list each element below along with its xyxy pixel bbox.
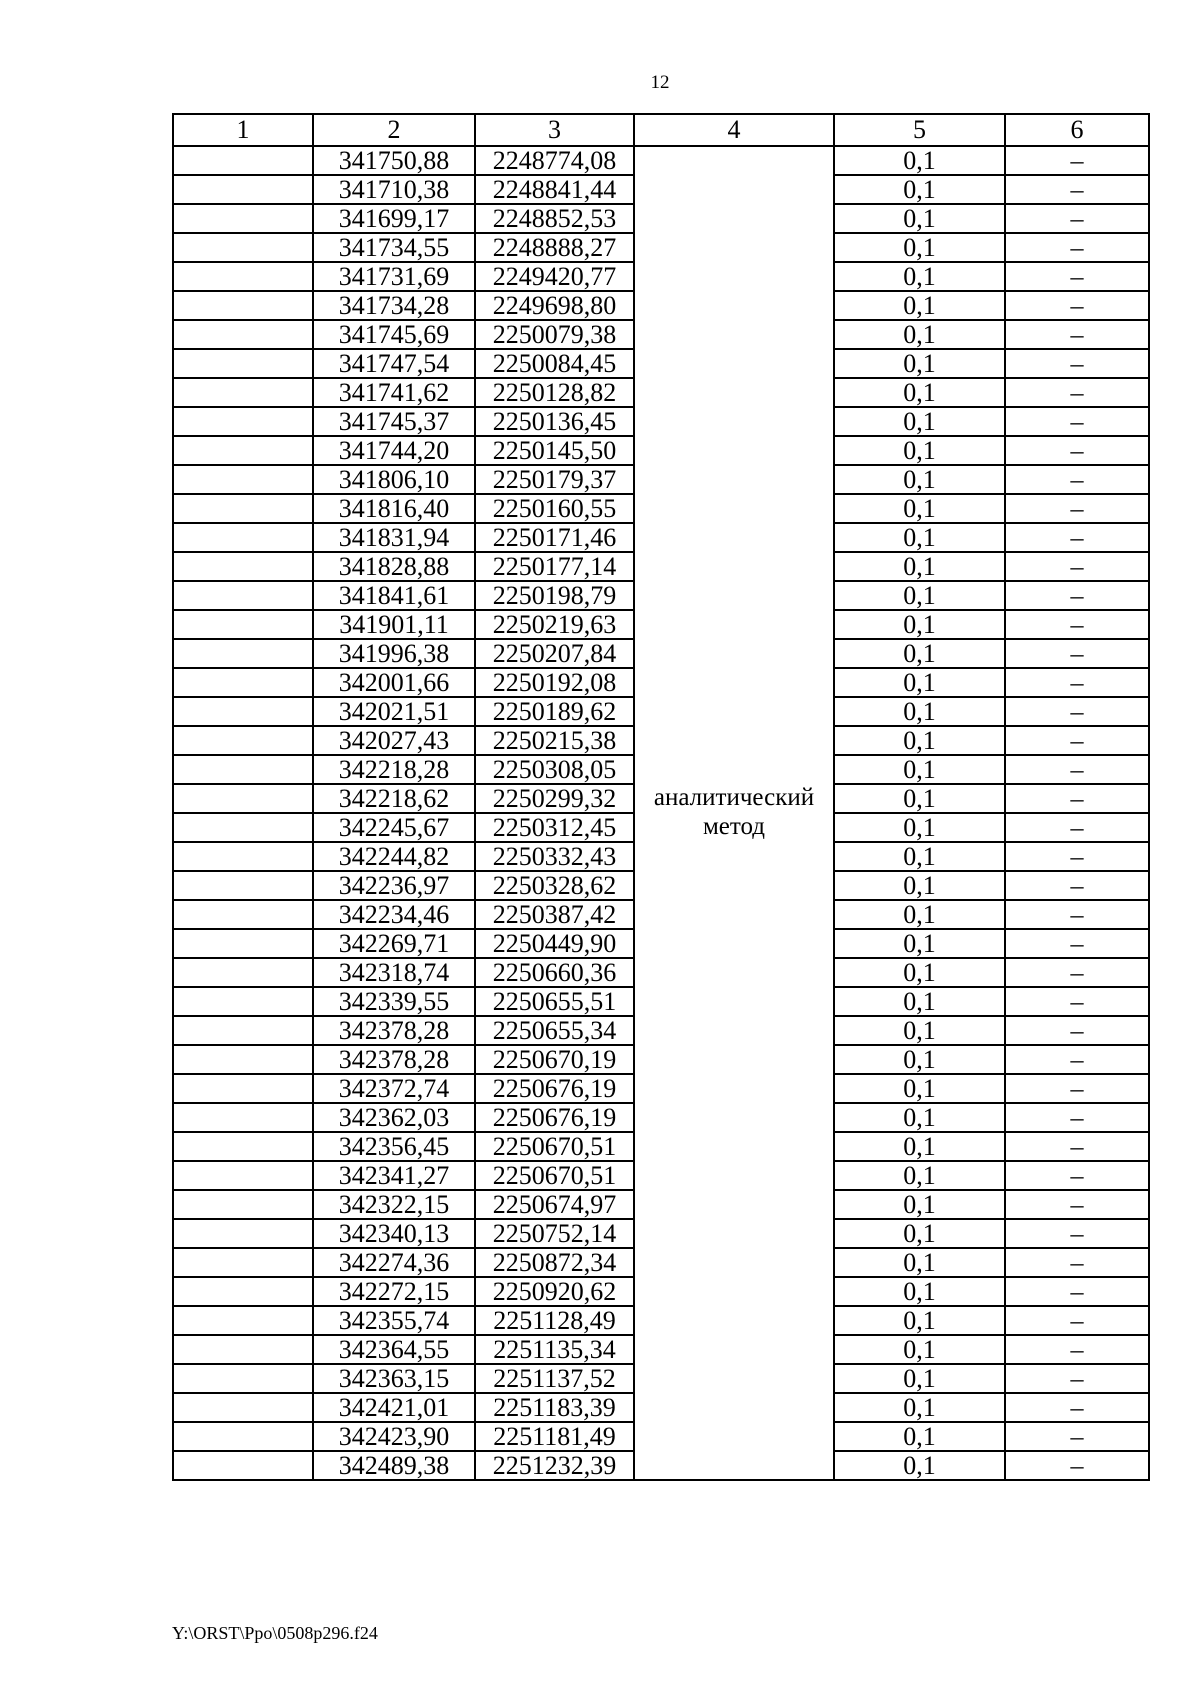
cell-x-coordinate: 341996,38 (313, 639, 475, 668)
cell-col-1 (173, 320, 313, 349)
cell-x-coordinate: 342322,15 (313, 1190, 475, 1219)
cell-y-coordinate: 2248888,27 (475, 233, 634, 262)
cell-col-6: – (1005, 465, 1149, 494)
cell-col-1 (173, 1103, 313, 1132)
cell-accuracy: 0,1 (834, 1161, 1005, 1190)
cell-col-6: – (1005, 1190, 1149, 1219)
cell-col-1 (173, 523, 313, 552)
cell-col-6: – (1005, 958, 1149, 987)
cell-x-coordinate: 341734,55 (313, 233, 475, 262)
cell-col-1 (173, 784, 313, 813)
cell-col-1 (173, 1422, 313, 1451)
cell-x-coordinate: 342339,55 (313, 987, 475, 1016)
cell-y-coordinate: 2250676,19 (475, 1103, 634, 1132)
cell-col-1 (173, 900, 313, 929)
cell-x-coordinate: 341734,28 (313, 291, 475, 320)
cell-col-6: – (1005, 407, 1149, 436)
cell-col-1 (173, 1335, 313, 1364)
cell-y-coordinate: 2250387,42 (475, 900, 634, 929)
cell-y-coordinate: 2248841,44 (475, 175, 634, 204)
cell-col-6: – (1005, 1161, 1149, 1190)
method-cell (634, 146, 834, 1480)
cell-accuracy: 0,1 (834, 465, 1005, 494)
cell-y-coordinate: 2250215,38 (475, 726, 634, 755)
cell-col-1 (173, 436, 313, 465)
cell-x-coordinate: 342001,66 (313, 668, 475, 697)
cell-accuracy: 0,1 (834, 958, 1005, 987)
cell-col-6: – (1005, 1393, 1149, 1422)
cell-x-coordinate: 342378,28 (313, 1016, 475, 1045)
cell-col-1 (173, 755, 313, 784)
cell-x-coordinate: 342218,28 (313, 755, 475, 784)
cell-x-coordinate: 341745,69 (313, 320, 475, 349)
cell-col-1 (173, 697, 313, 726)
cell-x-coordinate: 342234,46 (313, 900, 475, 929)
header-col-1: 1 (173, 114, 313, 146)
cell-accuracy: 0,1 (834, 871, 1005, 900)
cell-y-coordinate: 2250189,62 (475, 697, 634, 726)
table-row (173, 146, 1149, 175)
cell-y-coordinate: 2250872,34 (475, 1248, 634, 1277)
cell-col-6: – (1005, 233, 1149, 262)
cell-y-coordinate: 2250655,51 (475, 987, 634, 1016)
cell-x-coordinate: 342318,74 (313, 958, 475, 987)
cell-accuracy: 0,1 (834, 1248, 1005, 1277)
header-col-3: 3 (475, 114, 634, 146)
cell-x-coordinate: 341710,38 (313, 175, 475, 204)
cell-y-coordinate: 2250670,51 (475, 1161, 634, 1190)
cell-col-1 (173, 1074, 313, 1103)
cell-y-coordinate: 2251181,49 (475, 1422, 634, 1451)
cell-col-1 (173, 1132, 313, 1161)
cell-col-1 (173, 1219, 313, 1248)
cell-col-1 (173, 1045, 313, 1074)
cell-x-coordinate: 341747,54 (313, 349, 475, 378)
cell-accuracy: 0,1 (834, 349, 1005, 378)
cell-accuracy: 0,1 (834, 1219, 1005, 1248)
cell-x-coordinate: 341831,94 (313, 523, 475, 552)
cell-col-1 (173, 1190, 313, 1219)
cell-y-coordinate: 2250207,84 (475, 639, 634, 668)
cell-col-1 (173, 1248, 313, 1277)
cell-accuracy: 0,1 (834, 494, 1005, 523)
cell-col-1 (173, 349, 313, 378)
cell-y-coordinate: 2250752,14 (475, 1219, 634, 1248)
cell-y-coordinate: 2250198,79 (475, 581, 634, 610)
cell-x-coordinate: 342356,45 (313, 1132, 475, 1161)
cell-col-6: – (1005, 784, 1149, 813)
cell-col-6: – (1005, 1219, 1149, 1248)
cell-x-coordinate: 342362,03 (313, 1103, 475, 1132)
cell-accuracy: 0,1 (834, 175, 1005, 204)
cell-accuracy: 0,1 (834, 378, 1005, 407)
method-text-line: аналитический (653, 784, 815, 812)
cell-accuracy: 0,1 (834, 436, 1005, 465)
cell-col-6: – (1005, 436, 1149, 465)
header-col-6: 6 (1005, 114, 1149, 146)
cell-col-1 (173, 726, 313, 755)
cell-x-coordinate: 342236,97 (313, 871, 475, 900)
cell-col-6: – (1005, 523, 1149, 552)
cell-x-coordinate: 341901,11 (313, 610, 475, 639)
cell-col-6: – (1005, 1306, 1149, 1335)
cell-y-coordinate: 2250171,46 (475, 523, 634, 552)
cell-x-coordinate: 341744,20 (313, 436, 475, 465)
cell-y-coordinate: 2251137,52 (475, 1364, 634, 1393)
cell-y-coordinate: 2250660,36 (475, 958, 634, 987)
cell-x-coordinate: 341828,88 (313, 552, 475, 581)
cell-col-6: – (1005, 697, 1149, 726)
cell-col-1 (173, 1016, 313, 1045)
cell-x-coordinate: 341816,40 (313, 494, 475, 523)
header-col-5: 5 (834, 114, 1005, 146)
cell-col-1 (173, 291, 313, 320)
cell-x-coordinate: 342489,38 (313, 1451, 475, 1480)
cell-col-6: – (1005, 146, 1149, 175)
cell-x-coordinate: 342355,74 (313, 1306, 475, 1335)
cell-y-coordinate: 2250160,55 (475, 494, 634, 523)
cell-col-1 (173, 1306, 313, 1335)
cell-y-coordinate: 2250920,62 (475, 1277, 634, 1306)
cell-col-6: – (1005, 900, 1149, 929)
cell-col-6: – (1005, 349, 1149, 378)
cell-col-6: – (1005, 1045, 1149, 1074)
cell-y-coordinate: 2250676,19 (475, 1074, 634, 1103)
header-col-4: 4 (634, 114, 834, 146)
cell-col-6: – (1005, 842, 1149, 871)
cell-col-6: – (1005, 668, 1149, 697)
cell-col-6: – (1005, 262, 1149, 291)
table-header-row (173, 114, 1149, 146)
cell-col-1 (173, 1364, 313, 1393)
cell-col-6: – (1005, 1364, 1149, 1393)
cell-y-coordinate: 2250655,34 (475, 1016, 634, 1045)
cell-col-6: – (1005, 552, 1149, 581)
cell-accuracy: 0,1 (834, 1190, 1005, 1219)
cell-accuracy: 0,1 (834, 320, 1005, 349)
cell-accuracy: 0,1 (834, 1422, 1005, 1451)
cell-accuracy: 0,1 (834, 668, 1005, 697)
cell-y-coordinate: 2250128,82 (475, 378, 634, 407)
cell-accuracy: 0,1 (834, 523, 1005, 552)
cell-accuracy: 0,1 (834, 1074, 1005, 1103)
cell-col-1 (173, 233, 313, 262)
cell-accuracy: 0,1 (834, 1016, 1005, 1045)
cell-col-6: – (1005, 1248, 1149, 1277)
cell-accuracy: 0,1 (834, 1306, 1005, 1335)
cell-accuracy: 0,1 (834, 1335, 1005, 1364)
cell-col-6: – (1005, 320, 1149, 349)
cell-y-coordinate: 2250299,32 (475, 784, 634, 813)
cell-col-6: – (1005, 871, 1149, 900)
cell-col-6: – (1005, 1451, 1149, 1480)
cell-accuracy: 0,1 (834, 755, 1005, 784)
cell-col-1 (173, 987, 313, 1016)
cell-y-coordinate: 2251232,39 (475, 1451, 634, 1480)
cell-y-coordinate: 2250145,50 (475, 436, 634, 465)
table-body (173, 146, 1149, 1480)
cell-col-1 (173, 871, 313, 900)
cell-accuracy: 0,1 (834, 552, 1005, 581)
cell-accuracy: 0,1 (834, 726, 1005, 755)
cell-col-1 (173, 813, 313, 842)
cell-x-coordinate: 342272,15 (313, 1277, 475, 1306)
cell-col-6: – (1005, 1016, 1149, 1045)
cell-col-1 (173, 929, 313, 958)
cell-x-coordinate: 341750,88 (313, 146, 475, 175)
cell-col-6: – (1005, 204, 1149, 233)
cell-x-coordinate: 342341,27 (313, 1161, 475, 1190)
cell-y-coordinate: 2250670,51 (475, 1132, 634, 1161)
cell-col-1 (173, 958, 313, 987)
cell-x-coordinate: 342364,55 (313, 1335, 475, 1364)
cell-x-coordinate: 341745,37 (313, 407, 475, 436)
cell-accuracy: 0,1 (834, 1451, 1005, 1480)
cell-col-1 (173, 581, 313, 610)
cell-x-coordinate: 342378,28 (313, 1045, 475, 1074)
cell-accuracy: 0,1 (834, 1132, 1005, 1161)
cell-y-coordinate: 2250219,63 (475, 610, 634, 639)
cell-y-coordinate: 2249698,80 (475, 291, 634, 320)
page-number: 12 (650, 72, 670, 93)
cell-x-coordinate: 342245,67 (313, 813, 475, 842)
cell-y-coordinate: 2251183,39 (475, 1393, 634, 1422)
cell-accuracy: 0,1 (834, 1103, 1005, 1132)
cell-col-1 (173, 262, 313, 291)
cell-y-coordinate: 2248852,53 (475, 204, 634, 233)
cell-col-1 (173, 668, 313, 697)
cell-col-6: – (1005, 1422, 1149, 1451)
cell-col-6: – (1005, 987, 1149, 1016)
cell-accuracy: 0,1 (834, 784, 1005, 813)
cell-y-coordinate: 2250179,37 (475, 465, 634, 494)
cell-accuracy: 0,1 (834, 639, 1005, 668)
cell-y-coordinate: 2250192,08 (475, 668, 634, 697)
cell-col-6: – (1005, 1277, 1149, 1306)
cell-y-coordinate: 2250084,45 (475, 349, 634, 378)
cell-col-6: – (1005, 494, 1149, 523)
cell-col-1 (173, 407, 313, 436)
cell-col-1 (173, 204, 313, 233)
cell-col-6: – (1005, 378, 1149, 407)
cell-x-coordinate: 341699,17 (313, 204, 475, 233)
cell-col-1 (173, 1393, 313, 1422)
cell-col-1 (173, 639, 313, 668)
cell-accuracy: 0,1 (834, 407, 1005, 436)
header-col-2: 2 (313, 114, 475, 146)
cell-col-1 (173, 494, 313, 523)
cell-x-coordinate: 342423,90 (313, 1422, 475, 1451)
cell-col-1 (173, 175, 313, 204)
cell-col-1 (173, 1161, 313, 1190)
cell-col-6: – (1005, 291, 1149, 320)
cell-col-6: – (1005, 813, 1149, 842)
cell-col-1 (173, 552, 313, 581)
cell-accuracy: 0,1 (834, 204, 1005, 233)
cell-y-coordinate: 2250674,97 (475, 1190, 634, 1219)
cell-x-coordinate: 342269,71 (313, 929, 475, 958)
cell-y-coordinate: 2250670,19 (475, 1045, 634, 1074)
cell-x-coordinate: 342021,51 (313, 697, 475, 726)
cell-accuracy: 0,1 (834, 1393, 1005, 1422)
cell-y-coordinate: 2250449,90 (475, 929, 634, 958)
cell-x-coordinate: 342218,62 (313, 784, 475, 813)
cell-accuracy: 0,1 (834, 697, 1005, 726)
cell-x-coordinate: 342421,01 (313, 1393, 475, 1422)
cell-y-coordinate: 2250136,45 (475, 407, 634, 436)
cell-accuracy: 0,1 (834, 1045, 1005, 1074)
cell-y-coordinate: 2248774,08 (475, 146, 634, 175)
cell-accuracy: 0,1 (834, 987, 1005, 1016)
cell-col-6: – (1005, 755, 1149, 784)
cell-x-coordinate: 341731,69 (313, 262, 475, 291)
cell-col-6: – (1005, 639, 1149, 668)
cell-x-coordinate: 342027,43 (313, 726, 475, 755)
cell-col-1 (173, 1451, 313, 1480)
cell-accuracy: 0,1 (834, 581, 1005, 610)
cell-col-1 (173, 842, 313, 871)
cell-x-coordinate: 341806,10 (313, 465, 475, 494)
cell-accuracy: 0,1 (834, 1277, 1005, 1306)
method-text-line: метод (702, 813, 765, 840)
cell-x-coordinate: 342244,82 (313, 842, 475, 871)
cell-col-1 (173, 1277, 313, 1306)
cell-x-coordinate: 342363,15 (313, 1364, 475, 1393)
cell-col-6: – (1005, 175, 1149, 204)
cell-accuracy: 0,1 (834, 146, 1005, 175)
cell-y-coordinate: 2249420,77 (475, 262, 634, 291)
cell-col-6: – (1005, 1335, 1149, 1364)
cell-col-1 (173, 378, 313, 407)
cell-accuracy: 0,1 (834, 929, 1005, 958)
cell-accuracy: 0,1 (834, 610, 1005, 639)
cell-accuracy: 0,1 (834, 233, 1005, 262)
cell-x-coordinate: 341841,61 (313, 581, 475, 610)
cell-col-6: – (1005, 1074, 1149, 1103)
cell-y-coordinate: 2250177,14 (475, 552, 634, 581)
cell-accuracy: 0,1 (834, 900, 1005, 929)
cell-y-coordinate: 2250079,38 (475, 320, 634, 349)
cell-col-6: – (1005, 929, 1149, 958)
cell-accuracy: 0,1 (834, 813, 1005, 842)
cell-y-coordinate: 2250328,62 (475, 871, 634, 900)
cell-x-coordinate: 342274,36 (313, 1248, 475, 1277)
cell-accuracy: 0,1 (834, 262, 1005, 291)
cell-y-coordinate: 2251128,49 (475, 1306, 634, 1335)
cell-y-coordinate: 2251135,34 (475, 1335, 634, 1364)
cell-y-coordinate: 2250312,45 (475, 813, 634, 842)
cell-col-6: – (1005, 726, 1149, 755)
cell-accuracy: 0,1 (834, 291, 1005, 320)
cell-y-coordinate: 2250332,43 (475, 842, 634, 871)
cell-col-6: – (1005, 610, 1149, 639)
cell-x-coordinate: 341741,62 (313, 378, 475, 407)
cell-accuracy: 0,1 (834, 1364, 1005, 1393)
cell-col-1 (173, 610, 313, 639)
footer-file-path: Y:\ORST\Ppo\0508p296.f24 (172, 1623, 378, 1643)
cell-accuracy: 0,1 (834, 842, 1005, 871)
coordinates-table (172, 113, 1150, 1481)
cell-col-6: – (1005, 1132, 1149, 1161)
cell-col-6: – (1005, 1103, 1149, 1132)
cell-col-1 (173, 465, 313, 494)
cell-x-coordinate: 342372,74 (313, 1074, 475, 1103)
cell-x-coordinate: 342340,13 (313, 1219, 475, 1248)
cell-y-coordinate: 2250308,05 (475, 755, 634, 784)
cell-col-1 (173, 146, 313, 175)
cell-col-6: – (1005, 581, 1149, 610)
